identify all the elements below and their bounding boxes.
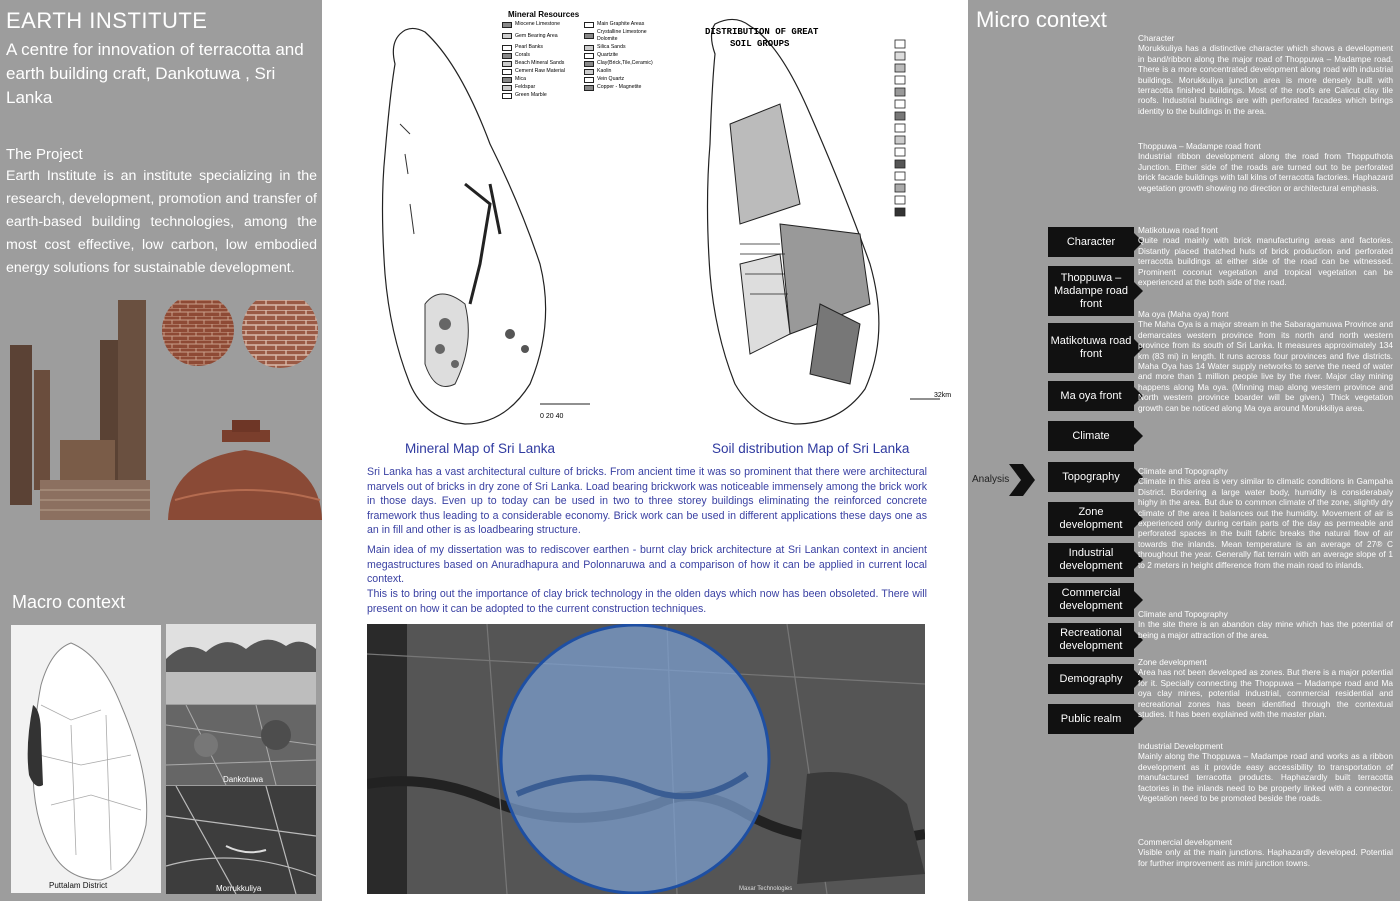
map-caption: Puttalam District [49, 881, 108, 890]
legend-swatch-icon [502, 33, 512, 39]
mineral-legend-item [584, 29, 662, 43]
heritage-ruins-collage [0, 300, 322, 520]
mineral-legend-item [584, 44, 662, 51]
micro-section [1138, 741, 1393, 803]
analysis-label: Analysis [972, 474, 1010, 485]
micro-section-heading: Matikotuwa road front [1138, 225, 1218, 235]
micro-section-heading: Commercial development [1138, 837, 1233, 847]
analysis-tag-zone-development[interactable]: Zone development [1048, 502, 1134, 536]
micro-section-text: In the site there is an abandon clay mine which has the potential of being a major attraction of the area. [1138, 619, 1393, 640]
mineral-legend-item [502, 92, 580, 99]
micro-section-heading: Climate and Topography [1138, 609, 1228, 619]
mineral-legend-item [502, 44, 580, 51]
mineral-legend [502, 10, 662, 99]
mineral-legend-item [502, 84, 580, 91]
legend-label: Vein Quartz [597, 76, 625, 82]
mineral-legend-item [584, 68, 662, 75]
micro-section-text: Visible only at the main junctions. Haphazardly developed. Potential for further improvement as mini junction towns. [1138, 847, 1393, 868]
mineral-legend-item [502, 60, 580, 67]
mineral-legend-item [502, 29, 580, 43]
micro-section-text: Morukkuliya has a distinctive character which shows a development in band/ribbon along the major road of Thoppuwa – Madampe road. There is a more concentrated development along road with industrial buildings. Morukkuliya junction area is more densely built with terracotta finished buildings. Most of the roofs are Calicut clay tile roofs. Industrial buildings are with perforated facades which brings identity to the buildings in the area. [1138, 43, 1393, 116]
soil-scale: 32km [934, 392, 952, 399]
micro-section [1138, 609, 1393, 640]
legend-label: Mica [515, 76, 526, 82]
legend-swatch-icon [502, 22, 512, 28]
micro-section-heading: Climate and Topography [1138, 466, 1228, 476]
mineral-legend-item [584, 21, 662, 28]
legend-swatch-icon [584, 45, 594, 51]
analysis-tag-climate[interactable]: Climate [1048, 421, 1134, 451]
mineral-legend-item [502, 68, 580, 75]
dankotuwa-aerial [166, 705, 316, 785]
analysis-chevron-icon [1009, 464, 1035, 496]
soil-map-caption: Soil distribution Map of Sri Lanka [712, 441, 910, 456]
legend-label: Clay(Brick,Tile,Ceramic) [597, 60, 653, 66]
brick-texture-1 [162, 300, 234, 366]
legend-label: Gem Bearing Area [515, 32, 558, 39]
legend-swatch-icon [584, 33, 594, 39]
svg-text:SOIL GROUPS: SOIL GROUPS [730, 39, 790, 49]
micro-section [1138, 141, 1393, 193]
micro-context-heading: Micro context [976, 7, 1107, 32]
legend-label: Crystalline Limestone Dolomite [597, 29, 647, 42]
micro-section-heading: Industrial Development [1138, 741, 1223, 751]
soil-legend [893, 38, 943, 228]
legend-label: Miocene Limestone [515, 21, 560, 27]
district-map [11, 625, 161, 893]
legend-swatch-icon [584, 61, 594, 67]
mineral-legend-list [502, 21, 662, 99]
brick-texture-2 [242, 300, 318, 368]
legend-swatch-icon [584, 53, 594, 59]
legend-label: Green Marble [515, 92, 547, 98]
micro-section [1138, 309, 1393, 413]
micro-section [1138, 466, 1393, 570]
micro-section [1138, 33, 1393, 116]
river-photo [166, 624, 316, 704]
legend-swatch-icon [502, 77, 512, 83]
micro-section-heading: Thoppuwa – Madampe road front [1138, 141, 1261, 151]
micro-section-text: Quite road mainly with brick manufacturing areas and factories. Distantly placed thatched huts of brick production and perforated terracotta buildings at either side of the road can be witnessed. Prominent coconut vegetation and tropical vegetation can be experienced at the both side of the road. [1138, 235, 1393, 288]
mineral-map-caption: Mineral Map of Sri Lanka [405, 441, 556, 456]
legend-swatch-icon [502, 93, 512, 99]
legend-label: Copper - Magnetite [597, 84, 642, 90]
paragraph-bricks: Sri Lanka has a vast architectural culture of bricks. From ancient time it was so prominent that there were architectural marvels out of bricks in dry zone of Sri Lanka. Load bearing brickwork was noticeable immensely among the brick work in those days. Even up to today can be used in two to three storey buildings eliminating the reinforced concrete framework thus leading to a considerable economy. Brick work can be used in different applications these days one as an in fill and other is as loadbearing structure. [367, 466, 927, 537]
legend-label: Beach Mineral Sands [515, 60, 565, 66]
mineral-legend-item [502, 21, 580, 28]
page-subtitle: A centre for innovation of terracotta and earth building craft, Dankotuwa , Sri Lanka [6, 40, 304, 107]
morrukkuliya-aerial [166, 786, 316, 894]
micro-section [1138, 837, 1393, 868]
legend-swatch-icon [502, 53, 512, 59]
analysis-tag-topography[interactable]: Topography [1048, 462, 1134, 492]
micro-section-heading: Zone development [1138, 657, 1207, 667]
analysis-tag-matikotuwa-road-front[interactable]: Matikotuwa road front [1048, 323, 1134, 373]
analysis-tag-public-realm[interactable]: Public realm [1048, 704, 1134, 734]
mineral-legend-title: Mineral Resources [508, 10, 580, 19]
site-highlight-circle [501, 625, 769, 893]
legend-label: Main Graphite Areas [597, 21, 645, 27]
legend-label: Silica Sands [597, 44, 626, 50]
mineral-legend-item [584, 52, 662, 59]
analysis-tag-recreational-development[interactable]: Recreational development [1048, 623, 1134, 657]
mineral-legend-item [584, 76, 662, 83]
micro-section-heading: Ma oya (Maha oya) front [1138, 309, 1229, 319]
legend-label: Corals [515, 52, 530, 58]
photo2-caption: Dankotuwa [223, 775, 264, 784]
legend-swatch-icon [584, 85, 594, 91]
analysis-tag-character[interactable]: Character [1048, 227, 1134, 257]
svg-text:0 20 40: 0 20 40 [540, 413, 564, 420]
page-title: EARTH INSTITUTE [6, 8, 208, 33]
micro-section-text: Climate in this area is very similar to climatic conditions in Gampaha District. Bordering a large water body, humidity is considerabaly highy in the area. But due to common climate of the zone, slightly dry climate of the area it balances out the humidity. Movement of air is experienced only during certain parts of the day as permeable and perforated spaces in the built fabric breaks the natural flow of air towards the inlands. Mean temperature is an average of 27® C throughout the year. Generally flat terrain with an average slope of 1 to 2 meters in height difference from the main road to inlands. [1138, 476, 1393, 570]
micro-section [1138, 657, 1393, 719]
mineral-legend-item [502, 76, 580, 83]
paragraph-importance: This is to bring out the importance of clay brick technology in the olden days which now has been obsoleted. There will present on how it can be adopted to the current construction techniques. [367, 588, 927, 615]
svg-text:DISTRIBUTION OF GREAT: DISTRIBUTION OF GREAT [705, 27, 819, 37]
legend-label: Kaolin [597, 68, 612, 74]
project-description: Earth Institute is an institute specializing in the research, development, promotion and transfer of earth-based building technologies, among the most cost effective, low carbon, low embodied energy solutions for sustainable development. [6, 168, 317, 276]
legend-swatch-icon [502, 85, 512, 91]
micro-section-text: Mainly along the Thoppuwa – Madampe road and works as a ribbon development as it provide easy accessibility to transportation of manufactured terracotta products. Haphazardly built terracotta factories in the inlands need to be properly linked with a connector. Vegetation need to be promoted beside the roads. [1138, 751, 1393, 804]
analysis-tag-industrial-development[interactable]: Industrial development [1048, 543, 1134, 577]
legend-swatch-icon [584, 22, 594, 28]
mineral-legend-item [584, 84, 662, 91]
legend-swatch-icon [584, 77, 594, 83]
macro-context-heading: Macro context [12, 592, 126, 612]
legend-swatch-icon [502, 61, 512, 67]
photo3-caption: Morrukkuliya [216, 884, 262, 893]
legend-swatch-icon [584, 69, 594, 75]
satellite-site-map [367, 624, 925, 894]
legend-label: Pearl Banks [515, 44, 543, 50]
analysis-tag-commercial-development[interactable]: Commercial development [1048, 583, 1134, 617]
satellite-credit: Maxar Technologies [739, 886, 793, 892]
analysis-tag-thoppuwa-madampe-road-front[interactable]: Thoppuwa – Madampe road front [1048, 266, 1134, 316]
micro-section-text: Industrial ribbon development along the road from Thopputhota Junction. Either side of the roads are turned out to be perforated brick facade buildings with tall kilns of terracotta factories. Haphazard vegetation growth showing no direction or architectural emphasis. [1138, 151, 1393, 193]
legend-label: Quartzite [597, 52, 619, 58]
micro-section [1138, 225, 1393, 287]
micro-section-heading: Character [1138, 33, 1175, 43]
legend-label: Feldspar [515, 84, 536, 90]
legend-swatch-icon [502, 45, 512, 51]
analysis-tag-ma-oya-front[interactable]: Ma oya front [1048, 381, 1134, 411]
analysis-tag-demography[interactable]: Demography [1048, 664, 1134, 694]
legend-swatch-icon [502, 69, 512, 75]
project-heading: The Project [6, 146, 83, 163]
paragraph-dissertation: Main idea of my dissertation was to rediscover earthen - burnt clay brick architecture at Sri Lankan context in ancient megastructures based on Anuradhapura and Polonnaruwa and a comparison of how it can be applied in current local context. [367, 544, 927, 586]
mineral-legend-item [502, 52, 580, 59]
micro-section-text: The Maha Oya is a major stream in the Sabaragamuwa Province and demarcates western province from its north and north western province from its south of Sri Lanka. It measures approximately 134 km (83 mi) in length. It runs across four provinces and five districts. Maha Oya has 14 Water supply networks to serve the need of water and more than 1 million people live by the river. Major clay mining happens along Ma oya. (Minning map along western province and North western province boarder will be given.) Thick vegetation growth can be noticed along Ma oya around Morukkiliya area. [1138, 319, 1393, 413]
micro-section-text: Area has not been developed as zones. But there is a major potential for it. Specially connecting the Thoppuwa – Madampe road and Ma oya clay mines, potential industrial, commercial residential and recreational zones has been identified through the contextual studies. It has been explained with the master plan. [1138, 667, 1393, 720]
mineral-legend-item [584, 60, 662, 67]
legend-label: Cement Raw Material [515, 68, 565, 74]
